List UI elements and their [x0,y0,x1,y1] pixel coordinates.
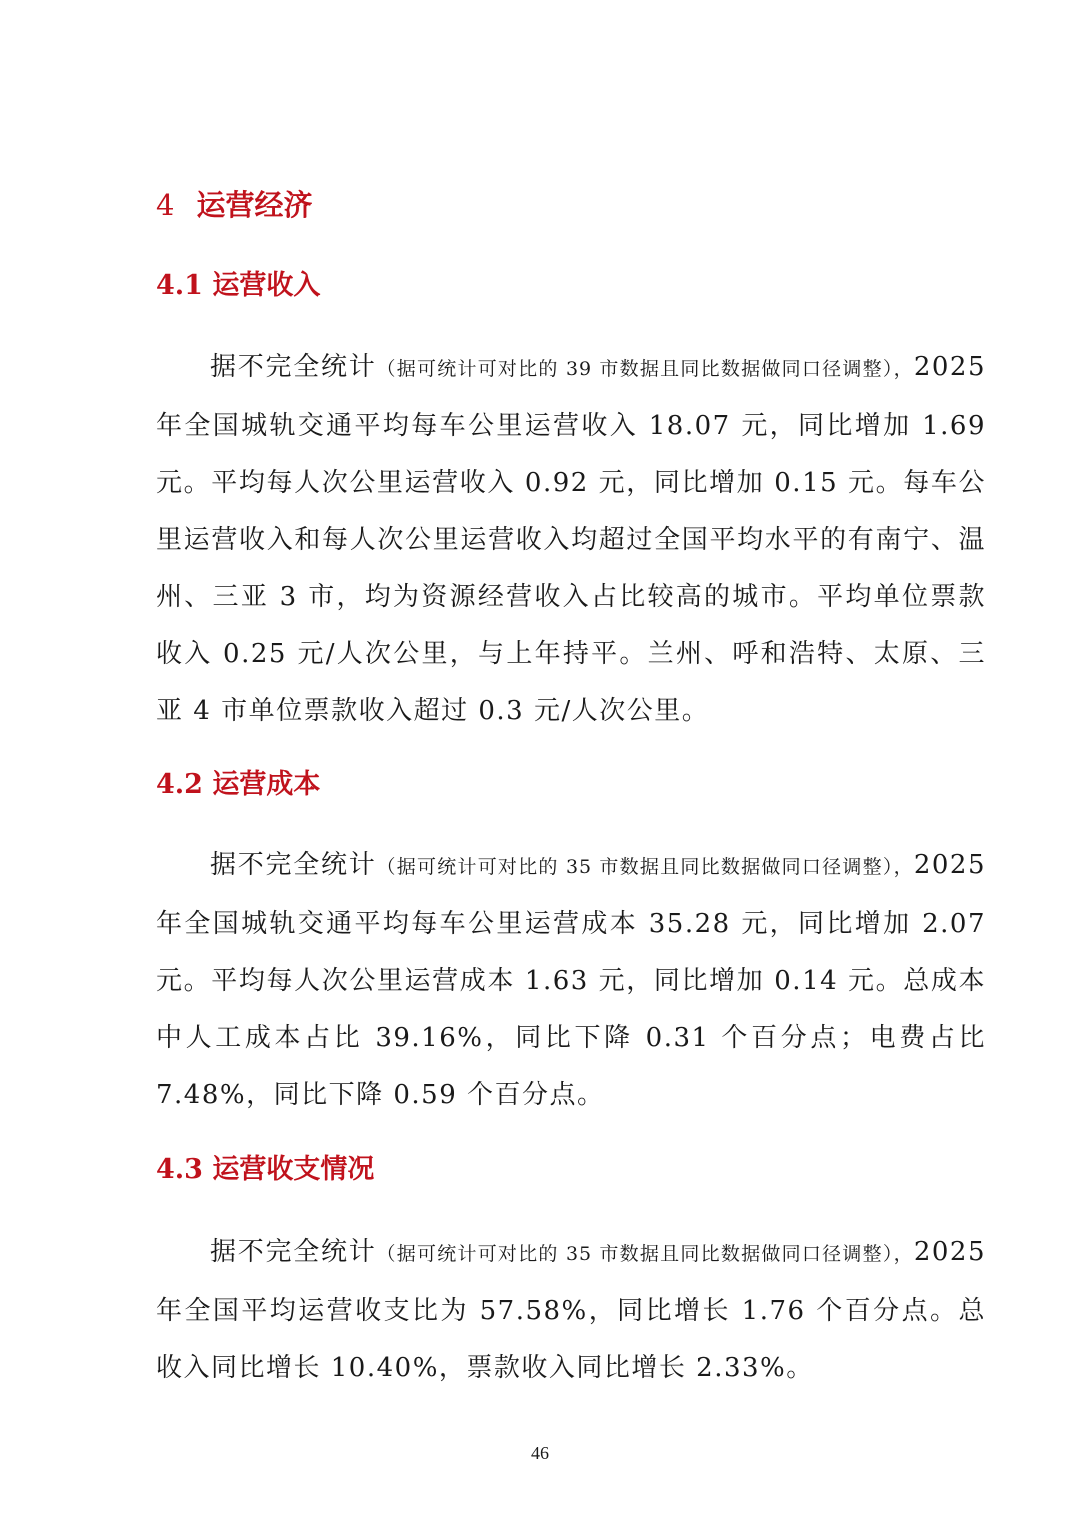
page-number: 46 [531,1443,549,1463]
paragraph-lead: 据不完全统计 [210,850,377,880]
paragraph-body: 2025 年全国城轨交通平均每车公里运营收入 18.07 元，同比增加 1.69 元。平均每人次公里运营收入 0.92 元，同比增加 0.15 元。每车公里运营收入和每人次公里运营收入均超过全国平均水平的有南宁、温州、三亚 3 市，均为资源经营收入占比较高的城市。平均单位票款收入 0.25 元/人次公里，与上年持平。兰州、呼和浩特、太原、三亚 4 市单位票款收入超过 0.3 元/人次公里。 [156,352,986,726]
section-paragraph-4-3 [156,1224,986,1397]
section-heading-4-2: 4.2 运营成本 [156,769,321,800]
section-paragraph-4-2 [156,837,986,1124]
chapter-title: 运营经济 [196,188,313,222]
paragraph-body: 2025 年全国城轨交通平均每车公里运营成本 35.28 元，同比增加 2.07 元。平均每人次公里运营成本 1.63 元，同比增加 0.14 元。总成本中人工成本占比 39.16%，同比下降 0.31 个百分点；电费占比 7.48%，同比下降 0.59 个百分点。 [156,850,986,1110]
paragraph-lead: 据不完全统计 [210,1237,377,1267]
section-paragraph-4-1 [156,339,986,740]
paragraph-body: 2025 年全国平均运营收支比为 57.58%，同比增长 1.76 个百分点。总收入同比增长 10.40%，票款收入同比增长 2.33%。 [156,1237,986,1383]
paragraph-note: （据可统计可对比的 35 市数据且同比数据做同口径调整）， [376,1243,914,1265]
paragraph-lead: 据不完全统计 [210,352,377,382]
section-heading-4-3: 4.3 运营收支情况 [156,1154,375,1185]
chapter-heading [156,182,312,228]
paragraph-note: （据可统计可对比的 39 市数据且同比数据做同口径调整）， [376,358,914,380]
chapter-number: 4 [156,188,175,222]
paragraph-note: （据可统计可对比的 35 市数据且同比数据做同口径调整）， [376,856,914,878]
section-heading-4-1: 4.1 运营收入 [156,270,321,301]
